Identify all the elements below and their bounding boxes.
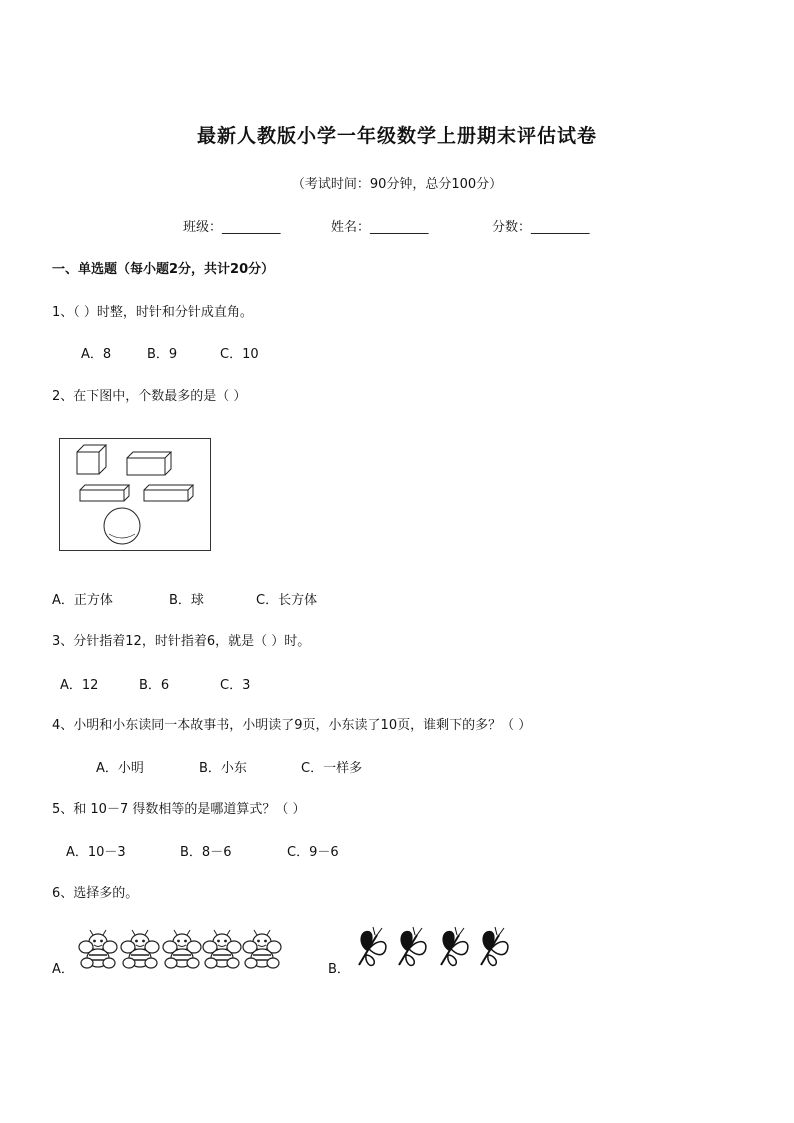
q3-option-a: A．12 <box>60 678 99 693</box>
bee-icon <box>79 930 117 968</box>
butterfly-icon <box>481 927 508 965</box>
name-field: 姓名：_________ <box>331 220 429 235</box>
sphere-icon <box>104 508 140 544</box>
q2-option-a: A．正方体 <box>52 593 113 608</box>
butterfly-icon <box>441 927 468 965</box>
bee-icon <box>203 930 241 968</box>
q2-option-c: C．长方体 <box>256 593 318 608</box>
question-3: 3、分针指着12，时针指着6，就是（ ）时。 <box>52 634 311 649</box>
cuboid-icon <box>144 485 193 501</box>
cuboid-icon <box>127 452 171 475</box>
butterfly-group <box>355 925 520 969</box>
cube-icon <box>77 445 106 474</box>
q4-option-c: C．一样多 <box>301 761 363 776</box>
question-5: 5、和 10－7 得数相等的是哪道算式？（ ） <box>52 802 306 817</box>
cuboid-icon <box>80 485 129 501</box>
score-field: 分数：_________ <box>492 220 590 235</box>
page-title: 最新人教版小学一年级数学上册期末评估试卷 <box>196 125 597 147</box>
question-6: 6、选择多的。 <box>52 886 139 901</box>
q1-option-c: C．10 <box>220 347 259 362</box>
shapes-figure <box>59 438 211 551</box>
q6-option-a: A． <box>52 962 74 977</box>
q5-option-c: C．9－6 <box>287 845 339 860</box>
bee-icon <box>121 930 159 968</box>
class-field: 班级：_________ <box>183 220 281 235</box>
question-1: 1、（ ）时整，时针和分针成直角。 <box>52 305 253 320</box>
q1-option-a: A．8 <box>81 347 112 362</box>
bee-group <box>78 927 288 971</box>
bee-icon <box>243 930 281 968</box>
q4-option-b: B．小东 <box>199 761 247 776</box>
q3-option-b: B．6 <box>139 678 170 693</box>
butterfly-icon <box>399 927 426 965</box>
question-4: 4、小明和小东读同一本故事书，小明读了9页，小东读了10页，谁剩下的多？（ ） <box>52 718 532 733</box>
question-2: 2、在下图中，个数最多的是（ ） <box>52 389 247 404</box>
q4-option-a: A．小明 <box>96 761 144 776</box>
q5-option-b: B．8－6 <box>180 845 232 860</box>
exam-info: （考试时间：90分钟，总分100分） <box>291 177 503 192</box>
q1-option-b: B．9 <box>147 347 178 362</box>
q3-option-c: C．3 <box>220 678 251 693</box>
butterfly-icon <box>359 927 386 965</box>
q6-option-b: B． <box>328 962 350 977</box>
q5-option-a: A．10－3 <box>66 845 126 860</box>
q2-option-b: B．球 <box>169 593 204 608</box>
section-heading: 一、单选题（每小题2分，共计20分） <box>52 262 275 277</box>
bee-icon <box>163 930 201 968</box>
